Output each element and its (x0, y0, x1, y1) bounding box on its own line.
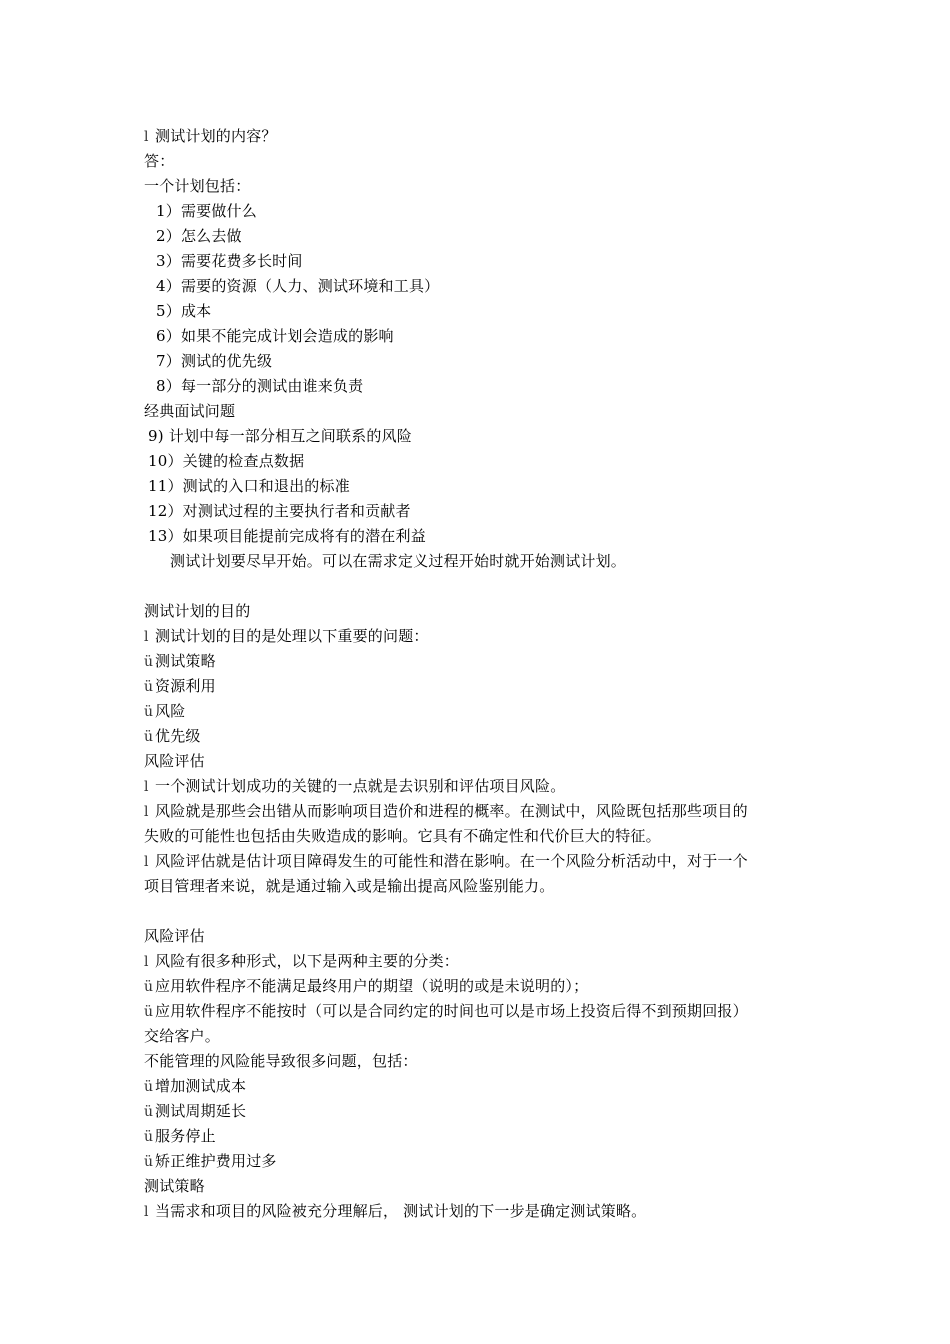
text-line (144, 599, 824, 624)
bullet-glyph: l (144, 1204, 149, 1220)
line-text: 测试周期延长 (155, 1102, 247, 1120)
text-line (144, 499, 824, 524)
text-line (144, 949, 824, 974)
check-bullet-glyph: ü (144, 679, 154, 695)
blank-line (144, 574, 824, 599)
line-text: 矫正维护费用过多 (155, 1152, 277, 1170)
text-line (144, 924, 824, 949)
line-text: 9) 计划中每一部分相互之间联系的风险 (148, 427, 412, 445)
line-text: 5）成本 (156, 302, 212, 320)
bullet-glyph: l (144, 854, 149, 870)
bullet-glyph: l (144, 954, 149, 970)
check-bullet-glyph: ü (144, 1129, 154, 1145)
text-line (144, 1124, 824, 1149)
text-line (144, 549, 824, 574)
text-line (144, 1049, 824, 1074)
text-line (144, 199, 824, 224)
line-text: 12）对测试过程的主要执行者和贡献者 (148, 502, 411, 520)
text-line (144, 799, 824, 824)
line-text: 测试策略 (155, 652, 216, 670)
line-text: 不能管理的风险能导致很多问题，包括： (144, 1052, 418, 1070)
check-bullet-glyph: ü (144, 979, 154, 995)
text-line (144, 849, 824, 874)
check-bullet-glyph: ü (144, 704, 154, 720)
line-text: 7）测试的优先级 (156, 352, 273, 370)
text-line (144, 424, 824, 449)
text-line (144, 474, 824, 499)
text-line (144, 224, 824, 249)
line-text: 风险 (155, 702, 186, 720)
text-line (144, 249, 824, 274)
check-bullet-glyph: ü (144, 1079, 154, 1095)
bullet-glyph: l (144, 779, 149, 795)
line-text: 测试计划的目的 (144, 602, 251, 620)
line-text: 11）测试的入口和退出的标准 (148, 477, 350, 495)
text-line (144, 1099, 824, 1124)
text-line (144, 374, 824, 399)
line-text: 风险就是那些会出错从而影响项目造价和进程的概率。在测试中，风险既包括那些项目的 (155, 802, 748, 820)
line-text: 答： (144, 152, 175, 170)
line-text: 测试计划要尽早开始。可以在需求定义过程开始时就开始测试计划。 (170, 552, 627, 570)
line-text: 4）需要的资源（人力、测试环境和工具） (156, 277, 440, 295)
line-text: 测试策略 (144, 1177, 205, 1195)
check-bullet-glyph: ü (144, 729, 154, 745)
line-text: 交给客户。 (144, 1027, 221, 1045)
check-bullet-glyph: ü (144, 1004, 154, 1020)
text-line (144, 999, 824, 1024)
check-bullet-glyph: ü (144, 654, 154, 670)
line-text: 8）每一部分的测试由谁来负责 (156, 377, 364, 395)
bullet-glyph: l (144, 129, 149, 145)
line-text: 风险评估 (144, 752, 205, 770)
text-line (144, 524, 824, 549)
line-text: 风险评估就是估计项目障碍发生的可能性和潜在影响。在一个风险分析活动中，对于一个 (155, 852, 748, 870)
check-bullet-glyph: ü (144, 1104, 154, 1120)
text-line (144, 174, 824, 199)
text-line (144, 874, 824, 899)
line-text: 3）需要花费多长时间 (156, 252, 303, 270)
line-text: 一个计划包括： (144, 177, 251, 195)
text-line (144, 749, 824, 774)
line-text: 增加测试成本 (155, 1077, 247, 1095)
line-text: 应用软件程序不能按时（可以是合同约定的时间也可以是市场上投资后得不到预期回报） (155, 1002, 748, 1020)
line-text: 1）需要做什么 (156, 202, 257, 220)
line-text: 当需求和项目的风险被充分理解后， 测试计划的下一步是确定测试策略。 (155, 1202, 647, 1220)
text-line (144, 399, 824, 424)
line-text: 应用软件程序不能满足最终用户的期望（说明的或是未说明的）； (155, 977, 589, 995)
text-line (144, 324, 824, 349)
line-text: 风险有很多种形式，以下是两种主要的分类： (155, 952, 460, 970)
bullet-glyph: l (144, 629, 149, 645)
text-line (144, 1074, 824, 1099)
bullet-glyph: l (144, 804, 149, 820)
line-text: 优先级 (155, 727, 201, 745)
line-text: 13）如果项目能提前完成将有的潜在利益 (148, 527, 426, 545)
text-line (144, 1199, 824, 1224)
text-line (144, 824, 824, 849)
text-line (144, 1174, 824, 1199)
line-text: 一个测试计划成功的关键的一点就是去识别和评估项目风险。 (155, 777, 566, 795)
text-line (144, 124, 824, 149)
text-line (144, 1149, 824, 1174)
text-line (144, 649, 824, 674)
check-bullet-glyph: ü (144, 1154, 154, 1170)
line-text: 2）怎么去做 (156, 227, 242, 245)
line-text: 10）关键的检查点数据 (148, 452, 305, 470)
document-body (144, 124, 824, 1224)
text-line (144, 674, 824, 699)
text-line (144, 1024, 824, 1049)
text-line (144, 299, 824, 324)
line-text: 风险评估 (144, 927, 205, 945)
line-text: 测试计划的目的是处理以下重要的问题： (155, 627, 429, 645)
line-text: 经典面试问题 (144, 402, 236, 420)
text-line (144, 724, 824, 749)
line-text: 服务停止 (155, 1127, 216, 1145)
text-line (144, 974, 824, 999)
text-line (144, 699, 824, 724)
line-text: 6）如果不能完成计划会造成的影响 (156, 327, 394, 345)
line-text: 失败的可能性也包括由失败造成的影响。它具有不确定性和代价巨大的特征。 (144, 827, 661, 845)
text-line (144, 449, 824, 474)
line-text: 项目管理者来说，就是通过输入或是输出提高风险鉴别能力。 (144, 877, 555, 895)
text-line (144, 149, 824, 174)
text-line (144, 349, 824, 374)
line-text: 资源利用 (155, 677, 216, 695)
line-text: 测试计划的内容？ (155, 127, 277, 145)
text-line (144, 774, 824, 799)
text-line (144, 274, 824, 299)
text-line (144, 624, 824, 649)
blank-line (144, 899, 824, 924)
